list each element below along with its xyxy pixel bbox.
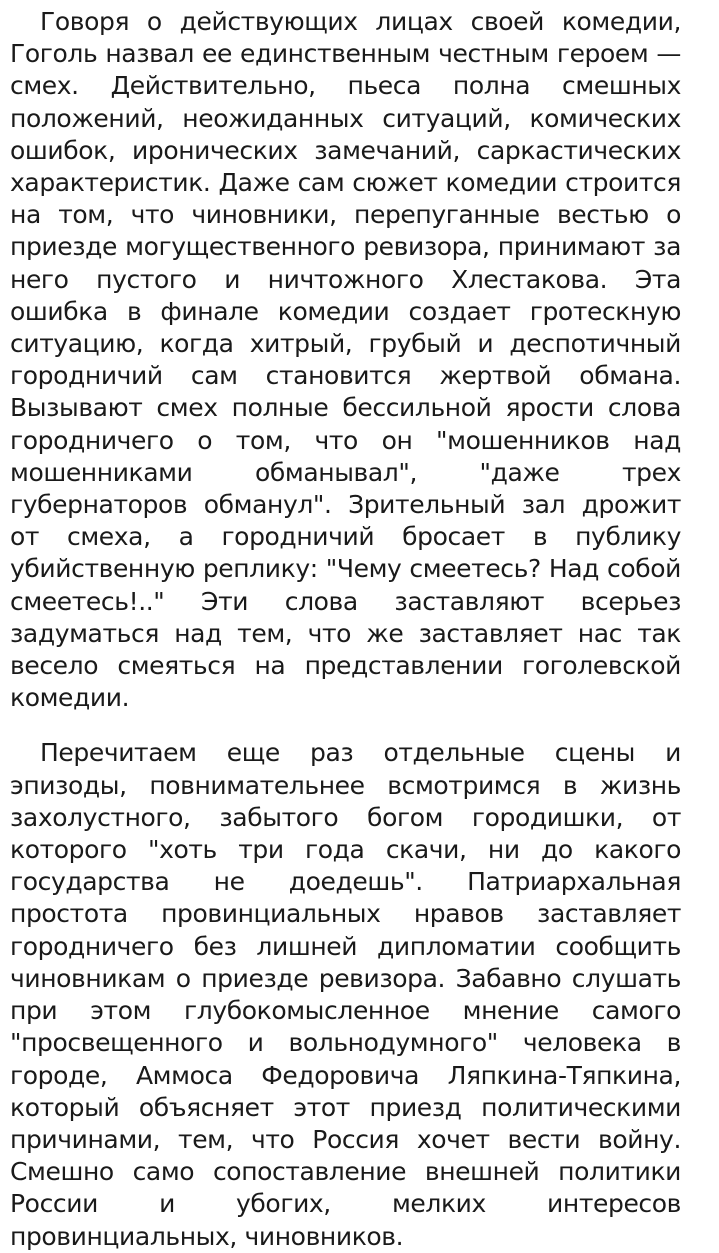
paragraph-comedy-laughter: Говоря о действующих лицах своей комедии, Гоголь назвал ее единственным честным героем — смех. Действительно, пьеса полна смешных положений, неожиданных ситуаций, комических ошибок, иронических замечаний, саркастических характеристик. Даже сам сюжет комедии строится на том, что чиновники, перепуганные вестью о приезде могущественного ревизора, принимают за него пустого и ничтожного Хлестакова. Эта ошибка в финале комедии создает гротескную ситуацию, когда хитрый, грубый и деспотичный городничий сам становится жертвой обмана. Вызывают смех полные бессильной ярости слова городничего о том, что он "мошенников над мошенниками обманывал", "даже трех губернаторов обманул". Зрительный зал дрожит от смеха, а городничий бросает в публику убийственную реплику: "Чему смеетесь? Над собой смеетесь!.." Эти слова заставляют всерьез задуматься над тем, что же заставляет нас так весело смеяться на представлении гоголевской комедии. (10, 7, 681, 713)
paragraph-provincial-town: Перечитаем еще раз отдельные сцены и эпизоды, повнимательнее всмотримся в жизнь захолустного, забытого богом городишки, от которого "хоть три года скачи, ни до какого государства не доедешь". Патриархальная простота провинциальных нравов заставляет городничего без лишней дипломатии сообщить чиновникам о приезде ревизора. Забавно слушать при этом глубокомысленное мнение самого "просвещенного и вольнодумного" человека в городе, Аммоса Федоровича Ляпкина-Тяпкина, который объясняет этот приезд политическими причинами, тем, что Россия хочет вести войну. Смешно само сопоставление внешней политики России и убогих, мелких интересов провинциальных, чиновников. (10, 738, 681, 1251)
